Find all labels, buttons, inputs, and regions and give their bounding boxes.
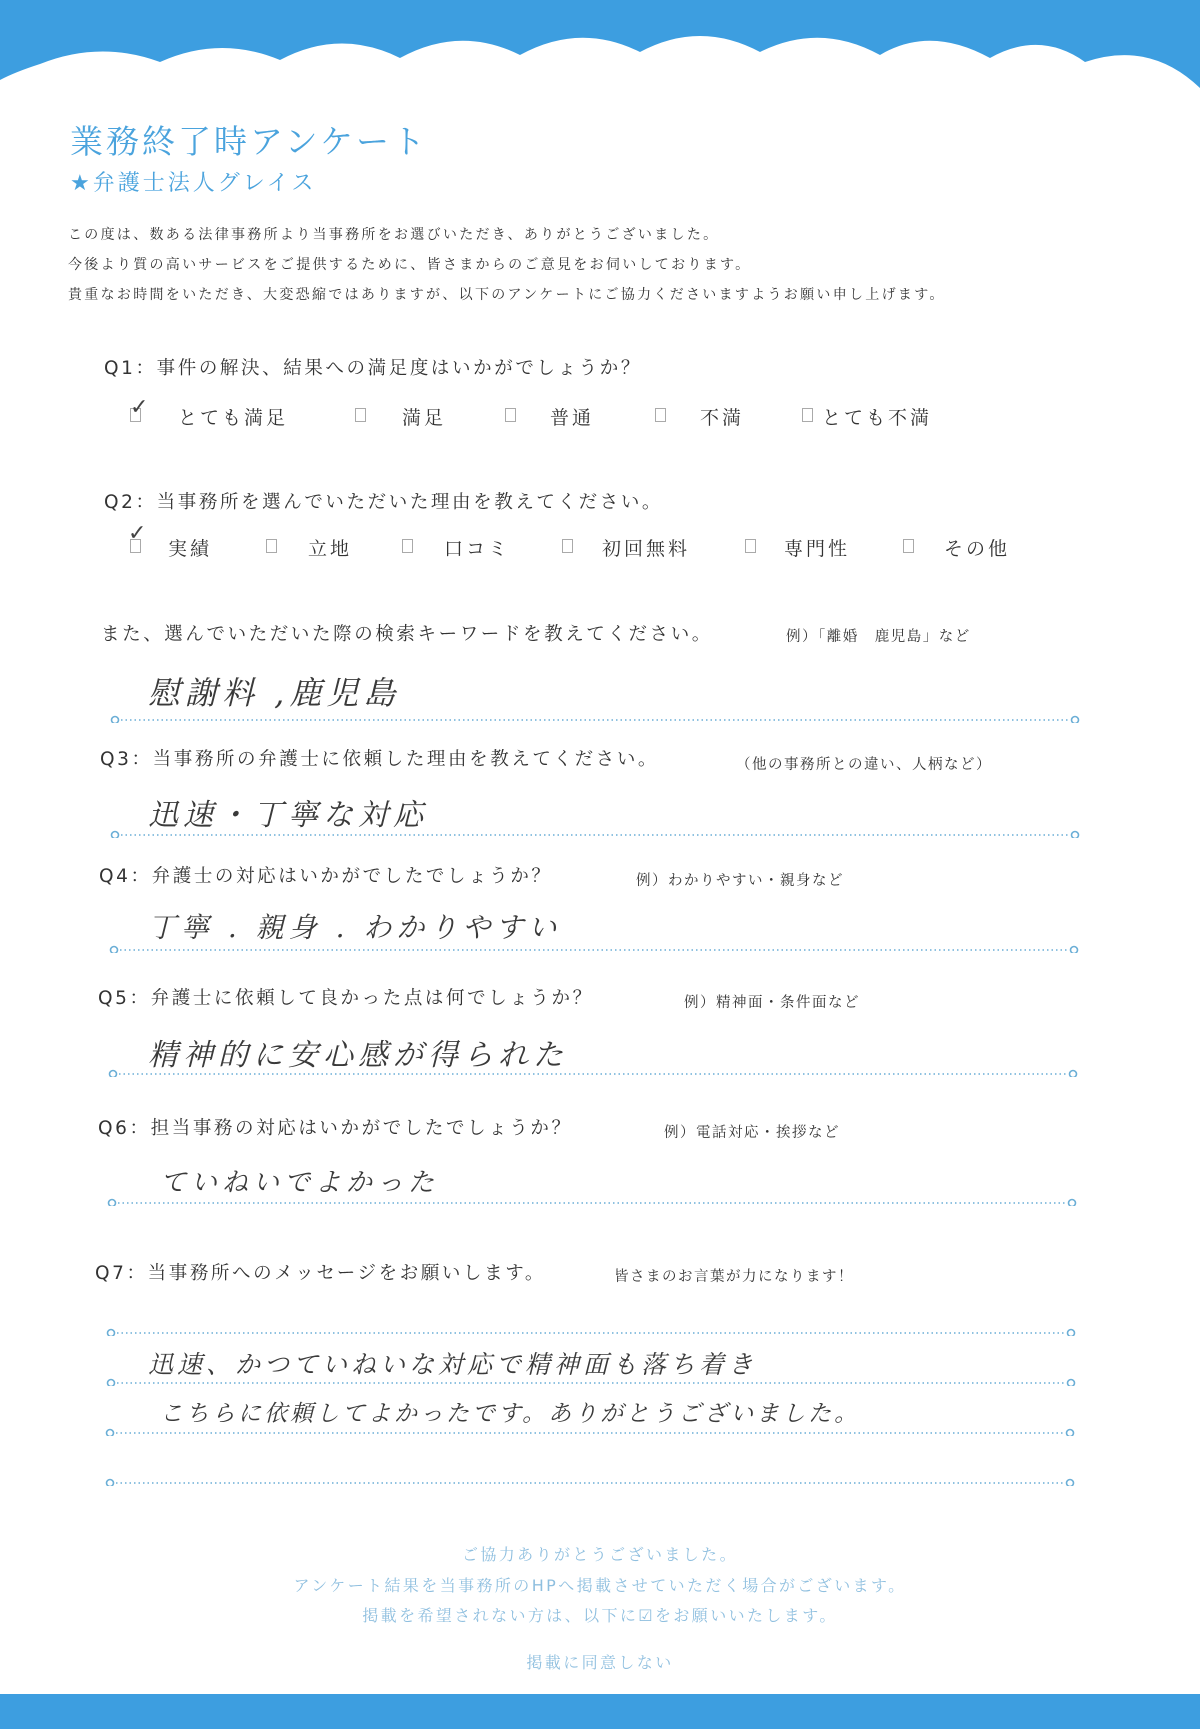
answer-dotted-line bbox=[105, 1428, 1075, 1436]
q2-option-label: 立地 bbox=[308, 538, 353, 560]
q2-checkbox-reviews[interactable] bbox=[402, 539, 413, 553]
firm-name: ★弁護士法人グレイス bbox=[70, 171, 317, 196]
q2-option-label: その他 bbox=[944, 538, 1011, 560]
q1-checkbox-dissatisfied[interactable] bbox=[655, 408, 666, 422]
q1-option-label: 普通 bbox=[550, 407, 595, 429]
q3-question: Q3：当事務所の弁護士に依頼した理由を教えてください。 bbox=[100, 749, 660, 770]
q6-question: Q6：担当事務の対応はいかがでしたでしょうか？ bbox=[98, 1118, 573, 1139]
q2-checkbox-expertise[interactable] bbox=[745, 539, 756, 553]
keyword-question: また、選んでいただいた際の検索キーワードを教えてください。 bbox=[101, 624, 713, 645]
q1-checkbox-satisfied[interactable] bbox=[355, 408, 366, 422]
q5-answer[interactable]: 精神的に安心感が得られた bbox=[148, 1038, 568, 1073]
q7-example: 皆さまのお言葉が力になります！ bbox=[614, 1269, 854, 1285]
q1-option-label: とても満足 bbox=[178, 407, 289, 429]
keyword-example: 例）「離婚 鹿児島」など bbox=[786, 629, 971, 645]
check-mark-icon: ✓ bbox=[130, 395, 149, 420]
closing-optout-instruction: 掲載を希望されない方は、以下に☑をお願いいたします。 bbox=[362, 1606, 838, 1625]
q6-answer[interactable]: ていねいでよかった bbox=[160, 1168, 440, 1198]
answer-dotted-line bbox=[110, 830, 1080, 838]
optout-checkbox-label[interactable]: 掲載に同意しない bbox=[526, 1653, 674, 1672]
q2-option-label: 初回無料 bbox=[602, 538, 691, 560]
q2-question: Q2：当事務所を選んでいただいた理由を教えてください。 bbox=[104, 492, 664, 513]
q1-checkbox-very-dissatisfied[interactable] bbox=[802, 408, 813, 422]
answer-dotted-line bbox=[106, 1328, 1076, 1336]
answer-dotted-line bbox=[108, 1069, 1078, 1077]
intro-line-1: この度は、数ある法律事務所より当事務所をお選びいただき、ありがとうございました。 bbox=[68, 227, 720, 243]
q4-answer[interactable]: 丁寧 . 親身 . わかりやすい bbox=[148, 911, 562, 944]
q4-example: 例）わかりやすい・親身など bbox=[636, 873, 844, 889]
q7-answer-line-2[interactable]: こちらに依頼してよかったです。ありがとうございました。 bbox=[160, 1401, 861, 1427]
q2-option-label: 口コミ bbox=[444, 538, 511, 560]
footer-band bbox=[0, 1694, 1200, 1729]
page-title: 業務終了時アンケート bbox=[70, 122, 429, 161]
q6-example: 例）電話対応・挨拶など bbox=[664, 1125, 840, 1141]
q1-option-label: 満足 bbox=[402, 407, 447, 429]
q7-question: Q7：当事務所へのメッセージをお願いします。 bbox=[95, 1263, 546, 1284]
q2-checkbox-location[interactable] bbox=[266, 539, 277, 553]
q1-question: Q1：事件の解決、結果への満足度はいかがでしょうか？ bbox=[104, 358, 642, 379]
check-mark-icon: ✓ bbox=[128, 521, 147, 546]
answer-dotted-line bbox=[106, 1378, 1076, 1386]
closing-publish-notice: アンケート結果を当事務所のHPへ掲載させていただく場合がございます。 bbox=[293, 1576, 907, 1595]
answer-dotted-line bbox=[109, 945, 1079, 953]
q3-example: （他の事務所との違い、人柄など） bbox=[736, 757, 992, 773]
keyword-answer[interactable]: 慰謝料 ,鹿児島 bbox=[148, 674, 401, 712]
q2-option-label: 実績 bbox=[168, 538, 213, 560]
intro-line-3: 貴重なお時間をいただき、大変恐縮ではありますが、以下のアンケートにご協力くださいますようお願い申し上げます。 bbox=[68, 287, 946, 303]
q2-checkbox-free-consult[interactable] bbox=[562, 539, 573, 553]
q1-option-label: 不満 bbox=[700, 407, 745, 429]
closing-thanks: ご協力ありがとうございました。 bbox=[461, 1545, 738, 1564]
q4-question: Q4：弁護士の対応はいかがでしたでしょうか？ bbox=[99, 866, 553, 887]
answer-dotted-line bbox=[107, 1198, 1077, 1206]
intro-line-2: 今後より質の高いサービスをご提供するために、皆さまからのご意見をお伺いしております。 bbox=[68, 257, 752, 273]
q1-checkbox-normal[interactable] bbox=[505, 408, 516, 422]
answer-dotted-line bbox=[110, 715, 1080, 723]
q3-answer[interactable]: 迅速・丁寧な対応 bbox=[148, 798, 428, 833]
answer-dotted-line bbox=[105, 1478, 1075, 1486]
q7-answer-line-1[interactable]: 迅速、かつていねいな対応で精神面も落ち着き bbox=[148, 1350, 758, 1379]
q2-checkbox-other[interactable] bbox=[903, 539, 914, 553]
header-cloud-band bbox=[0, 0, 1200, 100]
q2-option-label: 専門性 bbox=[784, 538, 851, 560]
q1-option-label: とても不満 bbox=[822, 407, 933, 429]
q5-example: 例）精神面・条件面など bbox=[684, 995, 860, 1011]
q5-question: Q5：弁護士に依頼して良かった点は何でしょうか？ bbox=[98, 988, 594, 1009]
